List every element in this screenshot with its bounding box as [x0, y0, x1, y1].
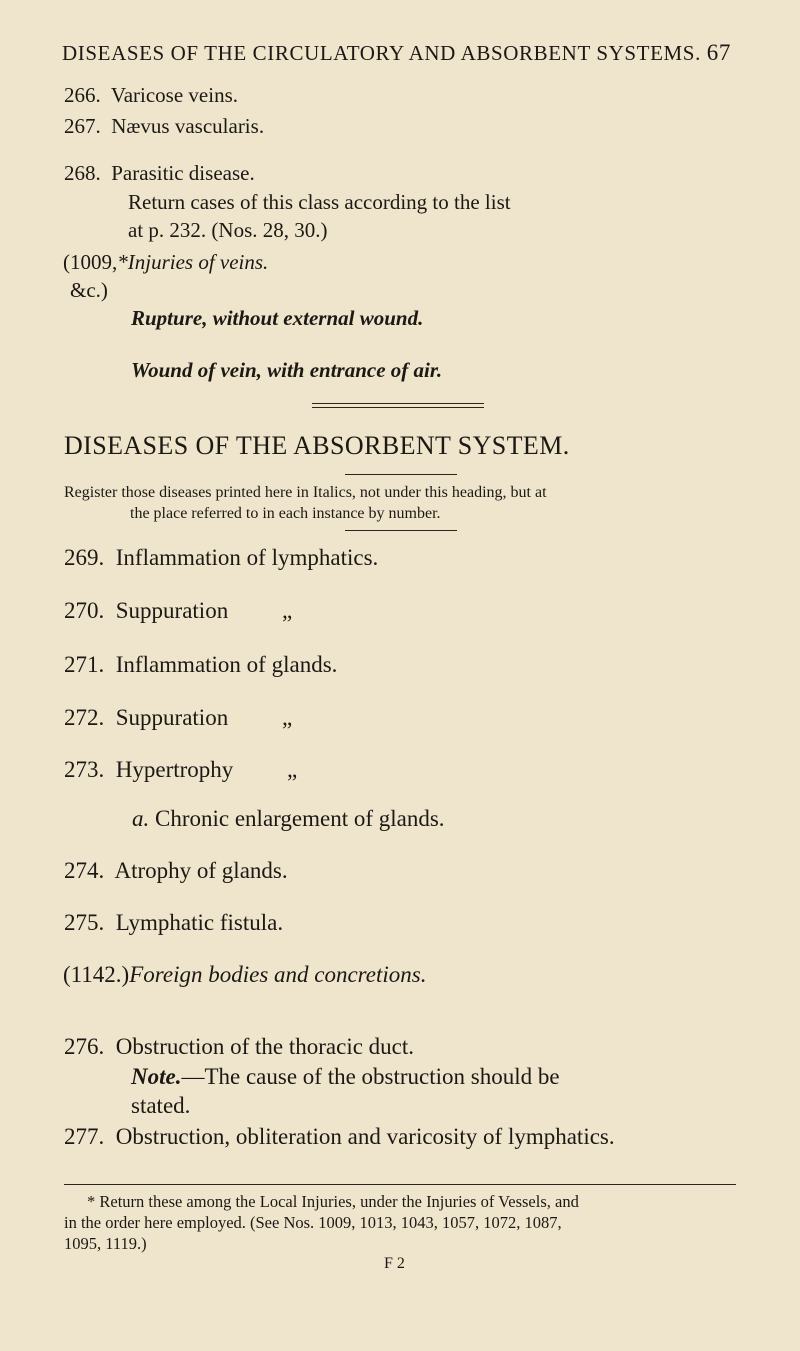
wound-entry: Wound of vein, with entrance of air. — [131, 358, 443, 382]
list-item — [64, 545, 378, 571]
item-number: 271. — [64, 652, 105, 677]
list-item — [64, 1124, 615, 1150]
item-text: Inflammation of glands. — [115, 652, 338, 677]
ditto-mark: „ — [287, 757, 298, 782]
ditto-mark: „ — [281, 598, 293, 623]
injuries-heading — [63, 250, 268, 275]
item-number: 272. — [64, 705, 105, 730]
item-text: Obstruction, obliteration and varicosity of lymphatics. — [115, 1124, 615, 1149]
section-title: DISEASES OF THE ABSORBENT SYSTEM. — [64, 431, 570, 460]
note-text: —The cause of the obstruction should be — [181, 1064, 560, 1089]
footnote-line-1: * Return these among the Local Injuries, under the Injuries of Vessels, and — [87, 1192, 579, 1211]
footnote-star: * — [117, 250, 128, 274]
note-label: Note. — [131, 1064, 182, 1089]
item-number: 267. — [64, 114, 101, 138]
list-item — [64, 161, 255, 186]
item-text: Atrophy of glands. — [114, 858, 288, 883]
item-number: 266. — [64, 83, 101, 107]
return-note-line-2: at p. 232. (Nos. 28, 30.) — [128, 218, 328, 242]
item-number: 276. — [64, 1034, 105, 1059]
divider-rule — [312, 407, 484, 408]
signature-mark: F 2 — [384, 1255, 405, 1272]
sub-item-text: Chronic enlargement of glands. — [155, 806, 445, 831]
list-item — [64, 652, 337, 678]
instruction-line-1: Register those diseases printed here in Italics, not under this heading, but at — [64, 484, 547, 501]
item-text: Inflammation of lymphatics. — [115, 545, 379, 570]
rupture-entry: Rupture, without external wound. — [131, 306, 424, 330]
item-text: Varicose veins. — [110, 83, 239, 107]
ditto-mark: „ — [281, 705, 293, 730]
footnote-line-3: 1095, 1119.) — [64, 1234, 147, 1253]
divider-rule — [345, 474, 457, 475]
item-number: 270. — [64, 598, 105, 623]
foreign-bodies-ref: (1142.) — [63, 962, 130, 987]
item-number: 273. — [64, 757, 105, 782]
sub-item-letter: a. — [132, 806, 150, 831]
item-number: 277. — [64, 1124, 105, 1149]
item-number: 269. — [64, 545, 105, 570]
return-note-line-1: Return cases of this class according to the list — [128, 190, 511, 214]
item-text: Nævus vascularis. — [111, 114, 265, 138]
item-number: 274. — [64, 858, 105, 883]
instruction-line-2: the place referred to in each instance by number. — [130, 505, 441, 522]
sub-item — [132, 806, 445, 832]
note-line-2: stated. — [131, 1093, 191, 1118]
running-header — [62, 40, 731, 66]
item-text: Suppuration — [115, 598, 229, 623]
item-text: Suppuration — [115, 705, 229, 730]
divider-rule — [345, 530, 457, 531]
list-item — [64, 114, 264, 139]
list-item — [64, 598, 292, 624]
foreign-bodies-entry — [63, 962, 426, 988]
item-text: Hypertrophy — [115, 757, 234, 782]
note-line-1 — [131, 1064, 560, 1090]
page-number: 67 — [706, 40, 731, 65]
footnote-line-2: in the order here employed. (See Nos. 1009, 1013, 1043, 1057, 1072, 1087, — [64, 1213, 562, 1232]
footnote-rule — [64, 1184, 736, 1185]
injuries-title: Injuries of veins. — [127, 250, 269, 274]
item-number: 275. — [64, 910, 105, 935]
item-text: Obstruction of the thoracic duct. — [115, 1034, 415, 1059]
list-item — [64, 910, 283, 936]
list-item — [64, 757, 297, 783]
divider-rule — [312, 403, 484, 404]
list-item — [64, 83, 238, 108]
item-text: Parasitic disease. — [111, 161, 255, 185]
injuries-ref: (1009, — [63, 250, 118, 274]
list-item — [64, 705, 292, 731]
list-item — [64, 858, 288, 884]
list-item — [64, 1034, 414, 1060]
running-title: DISEASES OF THE CIRCULATORY AND ABSORBENT SYSTEMS. — [62, 41, 701, 65]
item-text: Lymphatic fistula. — [115, 910, 284, 935]
item-number: 268. — [64, 161, 101, 185]
foreign-bodies-text: Foreign bodies and concretions. — [129, 962, 427, 987]
injuries-ref-suffix: &c.) — [70, 278, 108, 302]
